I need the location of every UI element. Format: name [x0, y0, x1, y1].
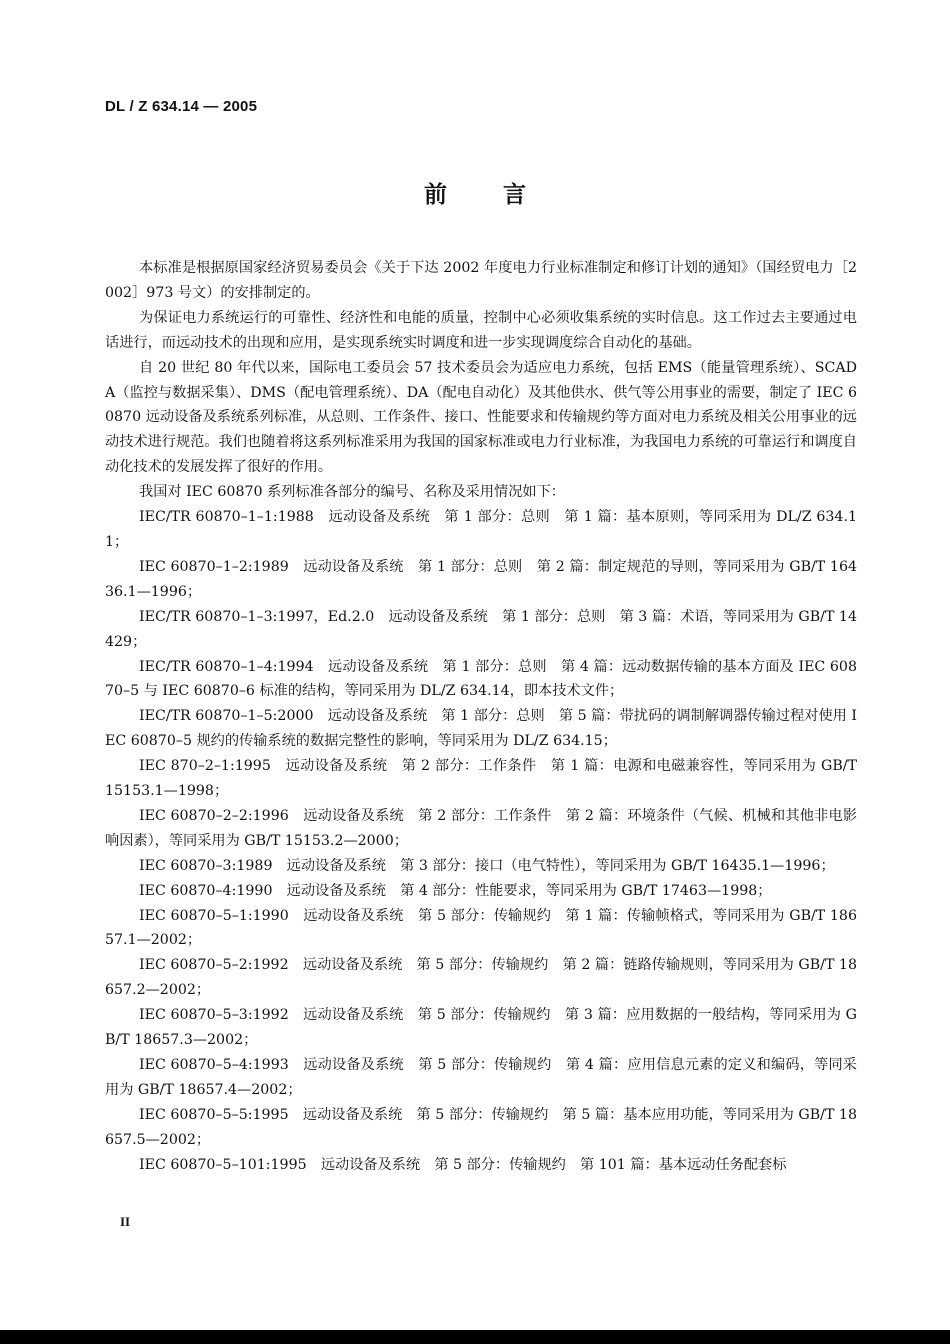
paragraph: 我国对 IEC 60870 系列标准各部分的编号、名称及采用情况如下： — [139, 484, 565, 501]
standard-list-item: IEC 60870–4:1990 远动设备及系统 第 4 部分：性能要求，等同采用为 GB/T 17463—1998； — [139, 882, 772, 899]
standard-list-item: IEC 60870–1–2:1989 远动设备及系统 第 1 部分：总则 第 2 篇：制定规范的导则，等同采用为 GB/T 16436.1—1996； — [105, 558, 857, 600]
standard-list-item: IEC 60870–5–2:1992 远动设备及系统 第 5 部分：传输规约 第 2 篇：链路传输规则，等同采用为 GB/T 18657.2—2002； — [105, 957, 857, 999]
standard-list-item: IEC 60870–5–5:1995 远动设备及系统 第 5 部分：传输规约 第 5 篇：基本应用功能，等同采用为 GB/T 18657.5—2002； — [105, 1106, 857, 1148]
standard-list-item: IEC/TR 60870–1–3:1997，Ed.2.0 远动设备及系统 第 1 部分：总则 第 3 篇：术语，等同采用为 GB/T 14429； — [105, 608, 857, 650]
standard-list-item: IEC 60870–2–2:1996 远动设备及系统 第 2 部分：工作条件 第 2 篇：环境条件（气候、机械和其他非电影响因素），等同采用为 GB/T 15153.2—2000； — [105, 807, 857, 849]
document-id: DL / Z 634.14 — 2005 — [105, 98, 258, 115]
standard-list-item: IEC 60870–3:1989 远动设备及系统 第 3 部分：接口（电气特性），等同采用为 GB/T 16435.1—1996； — [139, 857, 835, 874]
standard-list-item: IEC 870–2–1:1995 远动设备及系统 第 2 部分：工作条件 第 1 篇：电源和电磁兼容性，等同采用为 GB/T 15153.1—1998； — [105, 758, 857, 800]
standard-list-item: IEC/TR 60870–1–4:1994 远动设备及系统 第 1 部分：总则 第 4 篇：远动数据传输的基本方面及 IEC 60870–5 与 IEC 60870–6 标准的结构，等同采用为 DL/Z 634.14，即本技术文件； — [105, 658, 857, 700]
paragraph: 自 20 世纪 80 年代以来，国际电工委员会 57 技术委员会为适应电力系统，包括 EMS（能量管理系统）、SCADA（监控与数据采集）、DMS（配电管理系统）、DA（配电自动化）及其他供水、供气等公用事业的需要，制定了 IEC 60870 远动设备及系统系列标准，从总则、工作条件、接口、性能要求和传输规约等方面对电力系统及相关公用事业的远动技术进行规范。我们也随着将这系列标准采用为我国的国家标准或电力行业标准，为我国电力系统的可靠运行和调度自动化技术的发展发挥了很好的作用。 — [105, 359, 857, 476]
paragraph: 本标准是根据原国家经济贸易委员会《关于下达 2002 年度电力行业标准制定和修订计划的通知》（国经贸电力［2002］973 号文）的安排制定的。 — [105, 260, 857, 301]
standard-list-item: IEC 60870–5–101:1995 远动设备及系统 第 5 部分：传输规约 第 101 篇：基本远动任务配套标 — [139, 1156, 787, 1173]
page-number: II — [120, 1214, 131, 1229]
paragraph: 为保证电力系统运行的可靠性、经济性和电能的质量，控制中心必须收集系统的实时信息。这工作过去主要通过电话进行，而远动技术的出现和应用，是实现系统实时调度和进一步实现调度综合自动化的基础。 — [105, 309, 857, 351]
standard-list-item: IEC 60870–5–1:1990 远动设备及系统 第 5 部分：传输规约 第 1 篇：传输帧格式，等同采用为 GB/T 18657.1—2002； — [105, 907, 857, 949]
standard-list-item: IEC 60870–5–4:1993 远动设备及系统 第 5 部分：传输规约 第 4 篇：应用信息元素的定义和编码，等同采用为 GB/T 18657.4—2002； — [105, 1057, 857, 1098]
page-title: 前言 — [424, 182, 582, 208]
standard-list-item: IEC/TR 60870–1–5:2000 远动设备及系统 第 1 部分：总则 第 5 篇：带扰码的调制解调器传输过程对使用 IEC 60870–5 规约的传输系统的数据完整性的影响，等同采用为 DL/Z 634.15； — [105, 708, 857, 750]
standard-list-item: IEC 60870–5–3:1992 远动设备及系统 第 5 部分：传输规约 第 3 篇：应用数据的一般结构，等同采用为 GB/T 18657.3—2002； — [105, 1007, 857, 1049]
standard-list-item: IEC/TR 60870–1–1:1988 远动设备及系统 第 1 部分：总则 第 1 篇：基本原则，等同采用为 DL/Z 634.11； — [105, 509, 857, 550]
page-bottom-border — [0, 1330, 950, 1344]
document-body — [105, 256, 857, 1178]
